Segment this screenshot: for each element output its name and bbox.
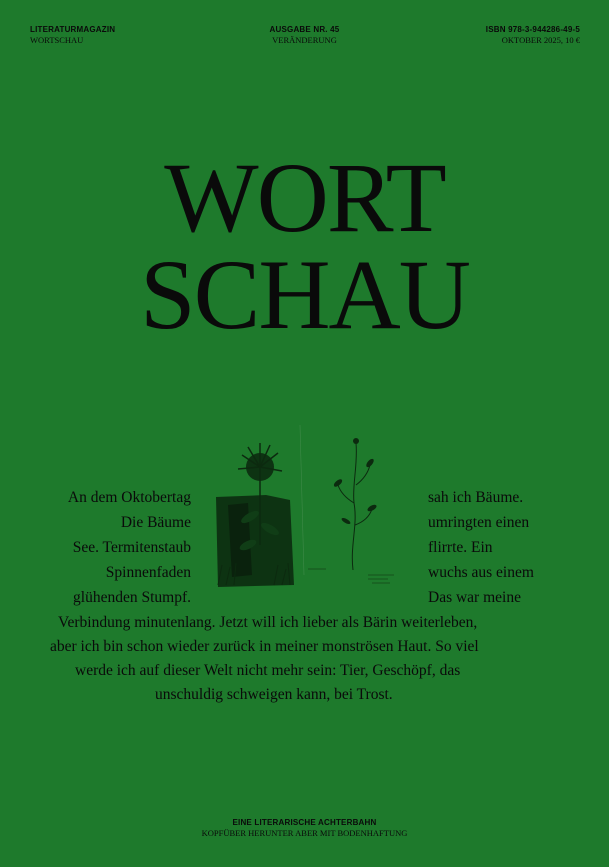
excerpt-left-line-2: Die Bäume (120, 514, 191, 531)
header-publication-info (486, 25, 580, 45)
excerpt-left-line-4: Spinnenfaden (105, 564, 191, 581)
title-line-2: SCHAU (140, 239, 469, 350)
footer-subline: KOPFÜBER HERUNTER ABER MIT BODENHAFTUNG (201, 828, 408, 838)
header-magazine-label: LITERATURMAGAZIN (30, 25, 116, 34)
excerpt-line-7: aber ich bin schon wieder zurück in meiner monströsen Haut. So viel (50, 638, 479, 655)
excerpt-left-line-3: See. Termitenstaub (72, 539, 191, 556)
excerpt-right-line-3: flirrte. Ein (428, 539, 493, 556)
header-issue-number: AUSGABE NR. 45 (269, 25, 340, 34)
header-isbn: ISBN 978-3-944286-49-5 (485, 25, 580, 34)
footer-tagline: EINE LITERARISCHE ACHTERBAHN (232, 818, 377, 827)
header-magazine-name: WORTSCHAU (30, 35, 84, 45)
excerpt-left-line-5: glühenden Stumpf. (73, 589, 191, 606)
excerpt-right-line-2: umringten einen (428, 514, 530, 531)
title-line-1: WORT (164, 142, 445, 253)
excerpt-line-8: werde ich auf dieser Welt nicht mehr sein: Tier, Geschöpf, das (75, 662, 461, 679)
excerpt-line-9: unschuldig schweigen kann, bei Trost. (155, 686, 393, 703)
header-issue-theme: VERÄNDERUNG (272, 35, 337, 45)
botanical-illustration (208, 425, 408, 595)
excerpt-right-line-5: Das war meine (428, 589, 521, 606)
header-date-price: OKTOBER 2025, 10 € (501, 35, 580, 45)
excerpt-left-line-1: An dem Oktobertag (67, 489, 191, 506)
excerpt-right-line-4: wuchs aus einem (428, 564, 534, 581)
excerpt-line-6: Verbindung minutenlang. Jetzt will ich lieber als Bärin weiterleben, (58, 614, 478, 631)
excerpt-right-line-1: sah ich Bäume. (428, 489, 524, 506)
